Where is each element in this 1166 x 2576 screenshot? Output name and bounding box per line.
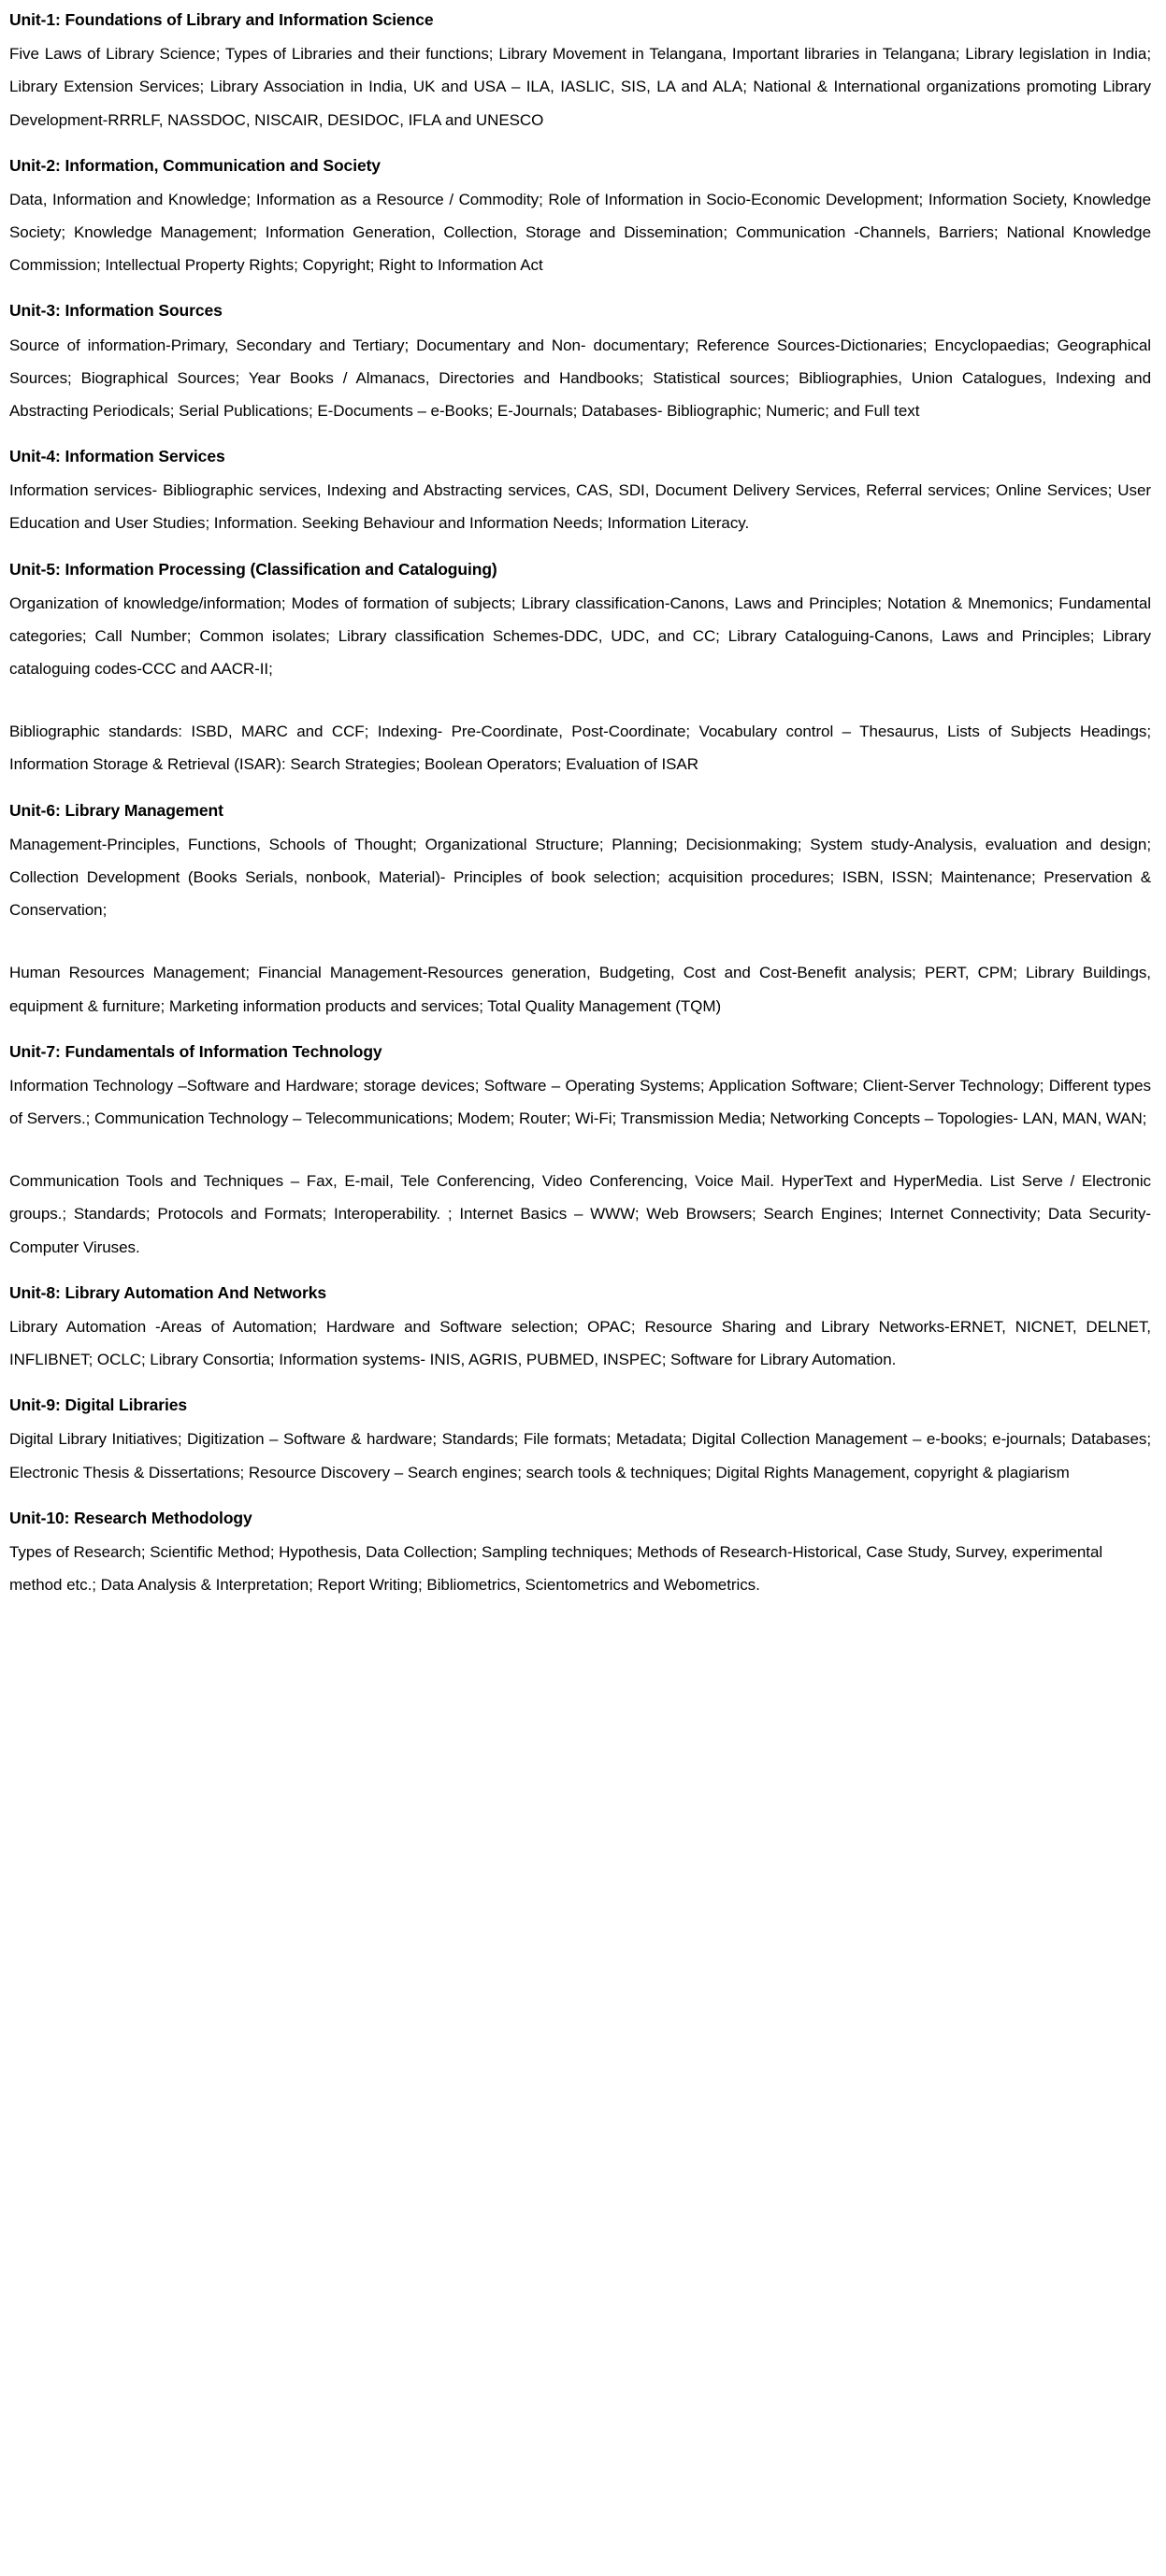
unit-heading: Unit-2: Information, Communication and Society: [9, 155, 381, 175]
unit-paragraph: Human Resources Management; Financial Management-Resources generation, Budgeting, Cost and Cost-Benefit analysis; PERT, CPM; Library Buildings, equipment & furniture; Marketing information products and services; Total Quality Management (TQM): [9, 964, 1151, 1015]
unit-heading: Unit-1: Foundations of Library and Information Science: [9, 10, 434, 29]
unit-heading: Unit-10: Research Methodology: [9, 1508, 252, 1527]
unit-heading: Unit-3: Information Sources: [9, 301, 223, 321]
unit-paragraph: Five Laws of Library Science; Types of Libraries and their functions; Library Movement in Telangana, Important libraries in Telangana; Library legislation in India; Library Extension Services; Library Association in India, UK and USA – ILA, IASLIC, SIS, LA and ALA; National & International organizations promoting Library Development-RRRLF, NASSDOC, NISCAIR, DESIDOC, IFLA and UNESCO: [9, 45, 1151, 129]
unit-section-5: [9, 557, 1151, 781]
unit-heading: Unit-5: Information Processing (Classification and Cataloguing): [9, 559, 497, 579]
unit-section-6: [9, 798, 1151, 1023]
unit-paragraph: Organization of knowledge/information; Modes of formation of subjects; Library classification-Canons, Laws and Principles; Notation & Mnemonics; Fundamental categories; Call Number; Common isolates; Library classification Schemes-DDC, UDC, and CC; Library Cataloguing-Canons, Laws and Principles; Library cataloguing codes-CCC and AACR-II;: [9, 594, 1151, 679]
unit-section-7: [9, 1039, 1151, 1264]
unit-paragraph: Information Technology –Software and Hardware; storage devices; Software – Operating Systems; Application Software; Client-Server Technology; Different types of Servers.; Communication Technology – Telecommunications; Modem; Router; Wi-Fi; Transmission Media; Networking Concepts – Topologies- LAN, MAN, WAN;: [9, 1076, 1151, 1127]
unit-section-2: [9, 153, 1151, 282]
unit-paragraph: Information services- Bibliographic services, Indexing and Abstracting services, CAS, SDI, Document Delivery Services, Referral services; Online Services; User Education and User Studies; Information. Seeking Behaviour and Information Needs; Information Literacy.: [9, 481, 1151, 533]
unit-section-8: [9, 1281, 1151, 1377]
unit-section-10: [9, 1506, 1151, 1602]
unit-section-4: [9, 444, 1151, 540]
unit-paragraph: Communication Tools and Techniques – Fax, E-mail, Tele Conferencing, Video Conferencing, Voice Mail. HyperText and HyperMedia. List Serve / Electronic groups.; Standards; Protocols and Formats; Interoperability. ; Internet Basics – WWW; Web Browsers; Search Engines; Internet Connectivity; Data Security- Computer Viruses.: [9, 1172, 1151, 1256]
unit-section-3: [9, 298, 1151, 427]
unit-paragraph: Management-Principles, Functions, Schools of Thought; Organizational Structure; Planning; Decisionmaking; System study-Analysis, evaluation and design; Collection Development (Books Serials, nonbook, Material)- Principles of book selection; acquisition procedures; ISBN, ISSN; Maintenance; Preservation & Conservation;: [9, 835, 1151, 920]
unit-heading: Unit-8: Library Automation And Networks: [9, 1282, 326, 1302]
unit-heading: Unit-6: Library Management: [9, 800, 223, 820]
unit-heading: Unit-4: Information Services: [9, 447, 225, 466]
unit-paragraph: Bibliographic standards: ISBD, MARC and CCF; Indexing- Pre-Coordinate, Post-Coordinate; Vocabulary control – Thesaurus, Lists of Subjects Headings; Information Storage & Retrieval (ISAR): Search Strategies; Boolean Operators; Evaluation of ISAR: [9, 723, 1151, 774]
unit-paragraph: Digital Library Initiatives; Digitization – Software & hardware; Standards; File formats; Metadata; Digital Collection Management – e-books; e-journals; Databases; Electronic Thesis & Dissertations; Resource Discovery – Search engines; search tools & techniques; Digital Rights Management, copyright & plagiarism: [9, 1430, 1151, 1481]
unit-section-1: [9, 7, 1151, 136]
unit-heading: Unit-7: Fundamentals of Information Technology: [9, 1041, 382, 1061]
unit-paragraph: Types of Research; Scientific Method; Hypothesis, Data Collection; Sampling techniques; Methods of Research-Historical, Case Study, Survey, experimental method etc.; Data Analysis & Interpretation; Report Writing; Bibliometrics, Scientometrics and Webometrics.: [9, 1542, 1103, 1595]
unit-paragraph: Library Automation -Areas of Automation; Hardware and Software selection; OPAC; Resource Sharing and Library Networks-ERNET, NICNET, DELNET, INFLIBNET; OCLC; Library Consortia; Information systems- INIS, AGRIS, PUBMED, INSPEC; Software for Library Automation.: [9, 1317, 1151, 1369]
unit-paragraph: Data, Information and Knowledge; Information as a Resource / Commodity; Role of Information in Socio-Economic Development; Information Society, Knowledge Society; Knowledge Management; Information Generation, Collection, Storage and Dissemination; Communication -Channels, Barriers; National Knowledge Commission; Intellectual Property Rights; Copyright; Right to Information Act: [9, 190, 1151, 275]
unit-section-9: [9, 1393, 1151, 1489]
unit-heading: Unit-9: Digital Libraries: [9, 1395, 188, 1415]
unit-paragraph: Source of information-Primary, Secondary and Tertiary; Documentary and Non- documentary; Reference Sources-Dictionaries; Encyclopaedias; Geographical Sources; Biographical Sources; Year Books / Almanacs, Directories and Handbooks; Statistical sources; Bibliographies, Union Catalogues, Indexing and Abstracting Periodicals; Serial Publications; E-Documents – e-Books; E-Journals; Databases- Bibliographic; Numeric; and Full text: [9, 336, 1151, 420]
